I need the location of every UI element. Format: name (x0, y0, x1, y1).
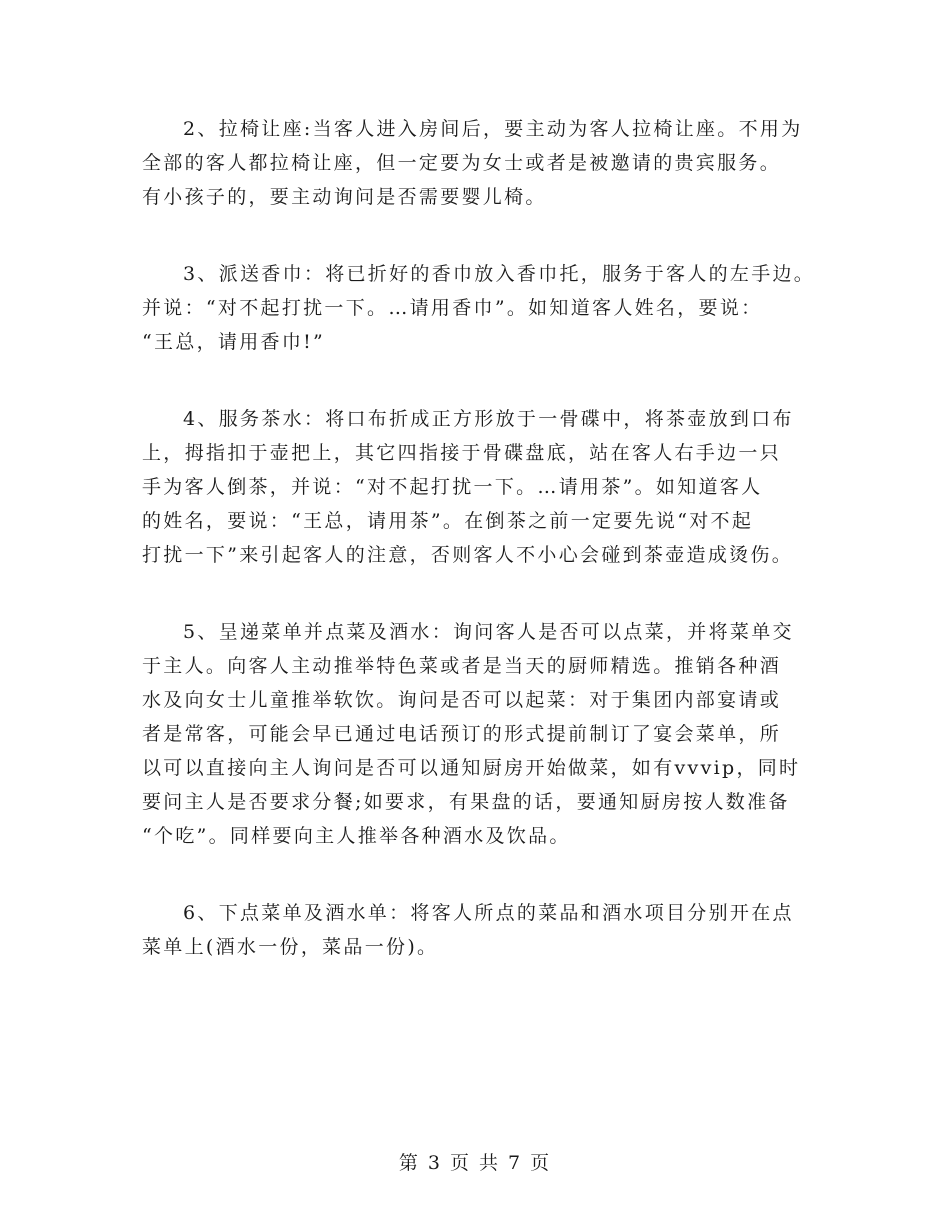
document-body (142, 112, 816, 1007)
paragraph-line: 3、派送香巾：将已折好的香巾放入香巾托，服务于客人的左手边。 (183, 263, 816, 285)
paragraph-menu-ordering (142, 615, 808, 853)
paragraph-line: 手为客人倒茶，并说：“对不起打扰一下。…请用茶”。如知道客人 (142, 476, 763, 498)
paragraph-line: 者是常客，可能会早已通过电话预订的形式提前制订了宴会菜单，所 (142, 723, 782, 745)
paragraph-line: 6、下点菜单及酒水单：将客人所点的菜品和酒水项目分别开在点 (183, 902, 794, 924)
paragraph-pull-chair (142, 112, 808, 214)
paragraph-line: 2、拉椅让座:当客人进入房间后，要主动为客人拉椅让座。不用为 (183, 118, 803, 140)
paragraph-line: 水及向女士儿童推举软饮。询问是否可以起菜：对于集团内部宴请或 (142, 689, 782, 711)
paragraph-line: “个吃”。同样要向主人推举各种酒水及饮品。 (142, 825, 571, 847)
paragraph-line: 于主人。向客人主动推举特色菜或者是当天的厨师精选。推销各种酒 (142, 655, 782, 677)
paragraph-line: 4、服务茶水：将口布折成正方形放于一骨碟中，将茶壶放到口布 (183, 408, 794, 430)
paragraph-line: 打扰一下”来引起客人的注意，否则客人不小心会碰到茶壶造成烫伤。 (142, 544, 794, 566)
paragraph-line: 全部的客人都拉椅让座，但一定要为女士或者是被邀请的贵宾服务。 (142, 152, 782, 174)
paragraph-tea-service (142, 402, 808, 572)
page-number-footer: 第 3 页 共 7 页 (398, 1152, 552, 1174)
paragraph-line: 并说：“对不起打扰一下。…请用香巾”。如知道客人姓名，要说： (142, 297, 763, 319)
paragraph-line: 5、呈递菜单并点菜及酒水：询问客人是否可以点菜，并将菜单交 (183, 621, 794, 643)
paragraph-line: 菜单上(酒水一份，菜品一份)。 (142, 936, 439, 958)
paragraph-line: 的姓名，要说：“王总，请用茶”。在倒茶之前一定要先说“对不起 (142, 510, 754, 532)
paragraph-line: “王总，请用香巾!” (142, 331, 326, 353)
paragraph-line: 以可以直接向主人询问是否可以通知厨房开始做菜，如有vvvip，同时 (142, 757, 801, 779)
paragraph-line: 有小孩子的，要主动询问是否需要婴儿椅。 (142, 186, 547, 208)
paragraph-towel-service (142, 257, 816, 359)
paragraph-line: 上，拇指扣于壶把上，其它四指接于骨碟盘底，站在客人右手边一只 (142, 442, 782, 464)
paragraph-order-slip (142, 896, 808, 964)
paragraph-line: 要问主人是否要求分餐;如要求，有果盘的话，要通知厨房按人数准备 (142, 791, 790, 813)
